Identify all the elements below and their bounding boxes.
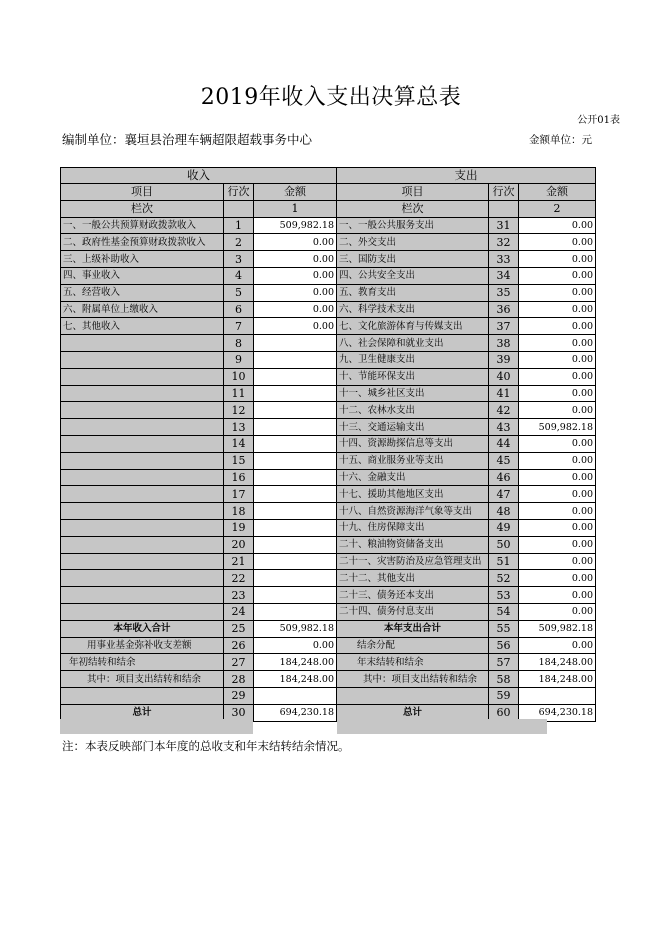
table-row bbox=[61, 419, 596, 436]
form-number: 公开01表 bbox=[577, 115, 620, 126]
income-amount: 0.00 bbox=[254, 267, 337, 284]
expense-amount: 0.00 bbox=[519, 486, 596, 503]
carryover-row bbox=[61, 654, 596, 671]
expense-amount: 0.00 bbox=[519, 251, 596, 268]
expense-item: 八、社会保障和就业支出 bbox=[337, 335, 489, 352]
expense-line: 49 bbox=[489, 519, 519, 536]
income-total-label: 本年收入合计 bbox=[61, 620, 224, 637]
table-row bbox=[61, 587, 596, 604]
expense-line: 40 bbox=[489, 368, 519, 385]
section-header-row bbox=[61, 168, 596, 184]
income-line: 2 bbox=[224, 234, 254, 251]
income-line: 3 bbox=[224, 251, 254, 268]
expense-line: 36 bbox=[489, 301, 519, 318]
expense-amount-header: 金额 bbox=[519, 184, 596, 201]
income-line: 22 bbox=[224, 570, 254, 587]
income-item bbox=[61, 351, 224, 368]
expense-amount: 0.00 bbox=[519, 385, 596, 402]
income-line: 13 bbox=[224, 419, 254, 436]
income-line: 12 bbox=[224, 402, 254, 419]
end-carryover-amount: 184,248.00 bbox=[519, 654, 596, 671]
table-row bbox=[61, 217, 596, 234]
blank-income-line: 29 bbox=[224, 687, 254, 704]
income-line: 4 bbox=[224, 267, 254, 284]
expense-item: 二十二、其他支出 bbox=[337, 570, 489, 587]
income-item: 一、一般公共预算财政拨款收入 bbox=[61, 217, 224, 234]
expense-line: 42 bbox=[489, 402, 519, 419]
blank-row bbox=[61, 687, 596, 704]
table-row bbox=[61, 435, 596, 452]
begin-carryover-line: 27 bbox=[224, 654, 254, 671]
expense-item: 十七、援助其他地区支出 bbox=[337, 486, 489, 503]
income-item bbox=[61, 452, 224, 469]
blank-income-amount bbox=[254, 687, 337, 704]
income-amount: 0.00 bbox=[254, 251, 337, 268]
expense-item: 三、国防支出 bbox=[337, 251, 489, 268]
income-amount bbox=[254, 368, 337, 385]
expense-line: 39 bbox=[489, 351, 519, 368]
expense-line: 32 bbox=[489, 234, 519, 251]
income-amount: 0.00 bbox=[254, 234, 337, 251]
expense-amount: 0.00 bbox=[519, 536, 596, 553]
expense-line: 48 bbox=[489, 503, 519, 520]
grand-income-line: 30 bbox=[224, 704, 254, 721]
income-amount bbox=[254, 385, 337, 402]
expense-total-amount: 509,982.18 bbox=[519, 620, 596, 637]
table-row bbox=[61, 368, 596, 385]
income-amount bbox=[254, 351, 337, 368]
income-total-line: 25 bbox=[224, 620, 254, 637]
expense-item: 五、教育支出 bbox=[337, 284, 489, 301]
expense-amount: 0.00 bbox=[519, 234, 596, 251]
end-carryover-label: 年末结转和结余 bbox=[337, 654, 489, 671]
expense-amount: 0.00 bbox=[519, 335, 596, 352]
income-amount bbox=[254, 519, 337, 536]
income-item bbox=[61, 603, 224, 620]
income-amount: 0.00 bbox=[254, 284, 337, 301]
expense-amount: 0.00 bbox=[519, 452, 596, 469]
expense-item: 二十三、债务还本支出 bbox=[337, 587, 489, 604]
income-line: 18 bbox=[224, 503, 254, 520]
income-line: 21 bbox=[224, 553, 254, 570]
expense-amount: 0.00 bbox=[519, 553, 596, 570]
surplus-distribution-amount: 0.00 bbox=[519, 637, 596, 654]
grand-income-label: 总计 bbox=[61, 704, 224, 721]
expense-line: 53 bbox=[489, 587, 519, 604]
reporting-unit: 编制单位：襄垣县治理车辆超限超载事务中心 bbox=[62, 132, 313, 147]
income-item: 六、附属单位上缴收入 bbox=[61, 301, 224, 318]
end-project-carryover-amount: 184,248.00 bbox=[519, 671, 596, 688]
income-item bbox=[61, 503, 224, 520]
expense-line-header: 行次 bbox=[489, 184, 519, 201]
income-item bbox=[61, 385, 224, 402]
income-item bbox=[61, 368, 224, 385]
income-line: 23 bbox=[224, 587, 254, 604]
table-row bbox=[61, 335, 596, 352]
expense-item: 十、节能环保支出 bbox=[337, 368, 489, 385]
fund-gap-line: 26 bbox=[224, 637, 254, 654]
footer-shade-left bbox=[60, 719, 253, 734]
expense-item: 十六、金融支出 bbox=[337, 469, 489, 486]
blank-expense-amount bbox=[519, 687, 596, 704]
page-title: 2019年收入支出决算总表 bbox=[200, 85, 462, 110]
expense-amount: 0.00 bbox=[519, 368, 596, 385]
income-item bbox=[61, 570, 224, 587]
income-amount bbox=[254, 486, 337, 503]
expense-total-label: 本年支出合计 bbox=[337, 620, 489, 637]
income-amount bbox=[254, 553, 337, 570]
income-amount bbox=[254, 587, 337, 604]
begin-project-carryover-label: 其中：项目支出结转和结余 bbox=[61, 671, 224, 688]
expense-line: 51 bbox=[489, 553, 519, 570]
income-amount bbox=[254, 536, 337, 553]
expense-item: 二、外交支出 bbox=[337, 234, 489, 251]
end-project-carryover-label: 其中：项目支出结转和结余 bbox=[337, 671, 489, 688]
income-amount bbox=[254, 402, 337, 419]
begin-carryover-label: 年初结转和结余 bbox=[61, 654, 224, 671]
table-row bbox=[61, 469, 596, 486]
income-item: 四、事业收入 bbox=[61, 267, 224, 284]
income-col-label: 栏次 bbox=[61, 200, 224, 217]
grand-expense-label: 总计 bbox=[337, 704, 489, 721]
expense-item: 二十四、债务付息支出 bbox=[337, 603, 489, 620]
grand-expense-line: 60 bbox=[489, 704, 519, 721]
expense-amount: 509,982.18 bbox=[519, 419, 596, 436]
expense-amount: 0.00 bbox=[519, 318, 596, 335]
table-row bbox=[61, 603, 596, 620]
income-line: 8 bbox=[224, 335, 254, 352]
income-amount: 0.00 bbox=[254, 301, 337, 318]
expense-amount: 0.00 bbox=[519, 402, 596, 419]
income-item bbox=[61, 553, 224, 570]
income-line-blank bbox=[224, 200, 254, 217]
expense-item: 七、文化旅游体育与传媒支出 bbox=[337, 318, 489, 335]
table-row bbox=[61, 351, 596, 368]
expense-line: 44 bbox=[489, 435, 519, 452]
expense-line: 54 bbox=[489, 603, 519, 620]
fund-gap-amount: 0.00 bbox=[254, 637, 337, 654]
income-line: 5 bbox=[224, 284, 254, 301]
expense-item-header: 项目 bbox=[337, 184, 489, 201]
income-line: 7 bbox=[224, 318, 254, 335]
expense-item: 十一、城乡社区支出 bbox=[337, 385, 489, 402]
income-line: 19 bbox=[224, 519, 254, 536]
expense-total-line: 55 bbox=[489, 620, 519, 637]
income-amount: 509,982.18 bbox=[254, 217, 337, 234]
income-amount bbox=[254, 570, 337, 587]
income-amount bbox=[254, 419, 337, 436]
expense-amount: 0.00 bbox=[519, 301, 596, 318]
expense-amount: 0.00 bbox=[519, 217, 596, 234]
table-row bbox=[61, 284, 596, 301]
table-row bbox=[61, 234, 596, 251]
income-total-row bbox=[61, 620, 596, 637]
expense-line: 31 bbox=[489, 217, 519, 234]
surplus-distribution-label: 结余分配 bbox=[337, 637, 489, 654]
expense-line: 46 bbox=[489, 469, 519, 486]
begin-carryover-amount: 184,248.00 bbox=[254, 654, 337, 671]
expense-line: 50 bbox=[489, 536, 519, 553]
income-amount bbox=[254, 435, 337, 452]
income-item bbox=[61, 419, 224, 436]
income-line: 11 bbox=[224, 385, 254, 402]
table-row bbox=[61, 385, 596, 402]
grand-expense-amount: 694,230.18 bbox=[519, 704, 596, 721]
expense-amount: 0.00 bbox=[519, 469, 596, 486]
expense-line: 45 bbox=[489, 452, 519, 469]
expense-amount: 0.00 bbox=[519, 570, 596, 587]
income-item: 三、上级补助收入 bbox=[61, 251, 224, 268]
expense-amount: 0.00 bbox=[519, 351, 596, 368]
income-item bbox=[61, 486, 224, 503]
blank-expense-item bbox=[337, 687, 489, 704]
income-line: 17 bbox=[224, 486, 254, 503]
blank-expense-line: 59 bbox=[489, 687, 519, 704]
begin-project-carryover-line: 28 bbox=[224, 671, 254, 688]
income-line: 24 bbox=[224, 603, 254, 620]
expense-col-number: 2 bbox=[519, 200, 596, 217]
footer-shade-right bbox=[337, 719, 547, 734]
income-amount-header: 金额 bbox=[254, 184, 337, 201]
income-line: 20 bbox=[224, 536, 254, 553]
expense-col-label: 栏次 bbox=[337, 200, 489, 217]
blank-income-item bbox=[61, 687, 224, 704]
table-row bbox=[61, 301, 596, 318]
income-item bbox=[61, 469, 224, 486]
expense-line: 37 bbox=[489, 318, 519, 335]
income-amount: 0.00 bbox=[254, 318, 337, 335]
income-amount bbox=[254, 503, 337, 520]
column-header-row bbox=[61, 184, 596, 201]
income-item bbox=[61, 402, 224, 419]
table-row bbox=[61, 570, 596, 587]
income-amount bbox=[254, 469, 337, 486]
table-row bbox=[61, 536, 596, 553]
expense-item: 六、科学技术支出 bbox=[337, 301, 489, 318]
expense-line: 38 bbox=[489, 335, 519, 352]
expense-amount: 0.00 bbox=[519, 503, 596, 520]
income-amount bbox=[254, 335, 337, 352]
income-item bbox=[61, 335, 224, 352]
grand-income-amount: 694,230.18 bbox=[254, 704, 337, 721]
expense-amount: 0.00 bbox=[519, 267, 596, 284]
income-item-header: 项目 bbox=[61, 184, 224, 201]
income-line-header: 行次 bbox=[224, 184, 254, 201]
expense-item: 十二、农林水支出 bbox=[337, 402, 489, 419]
fund-gap-label: 用事业基金弥补收支差额 bbox=[61, 637, 224, 654]
table-row bbox=[61, 318, 596, 335]
income-item: 五、经营收入 bbox=[61, 284, 224, 301]
expense-amount: 0.00 bbox=[519, 603, 596, 620]
income-item bbox=[61, 587, 224, 604]
begin-project-carryover-amount: 184,248.00 bbox=[254, 671, 337, 688]
income-line: 16 bbox=[224, 469, 254, 486]
income-item bbox=[61, 435, 224, 452]
expense-item: 十八、自然资源海洋气象等支出 bbox=[337, 503, 489, 520]
end-carryover-line: 57 bbox=[489, 654, 519, 671]
income-line: 10 bbox=[224, 368, 254, 385]
table-row bbox=[61, 553, 596, 570]
income-col-number: 1 bbox=[254, 200, 337, 217]
income-line: 9 bbox=[224, 351, 254, 368]
column-index-row bbox=[61, 200, 596, 217]
expense-item: 十五、商业服务业等支出 bbox=[337, 452, 489, 469]
income-item: 二、政府性基金预算财政拨款收入 bbox=[61, 234, 224, 251]
table-row bbox=[61, 486, 596, 503]
table-row bbox=[61, 452, 596, 469]
expense-line: 35 bbox=[489, 284, 519, 301]
end-project-carryover-line: 58 bbox=[489, 671, 519, 688]
table-row bbox=[61, 402, 596, 419]
expense-item: 四、公共安全支出 bbox=[337, 267, 489, 284]
expense-item: 二十一、灾害防治及应急管理支出 bbox=[337, 553, 489, 570]
currency-unit: 金额单位：元 bbox=[529, 134, 592, 146]
income-line: 15 bbox=[224, 452, 254, 469]
expense-item: 十九、住房保障支出 bbox=[337, 519, 489, 536]
expense-line: 47 bbox=[489, 486, 519, 503]
expense-line: 33 bbox=[489, 251, 519, 268]
table-row bbox=[61, 503, 596, 520]
income-line: 1 bbox=[224, 217, 254, 234]
expense-item: 二十、粮油物资储备支出 bbox=[337, 536, 489, 553]
income-line: 6 bbox=[224, 301, 254, 318]
income-item bbox=[61, 536, 224, 553]
surplus-distribution-line: 56 bbox=[489, 637, 519, 654]
expense-line-blank bbox=[489, 200, 519, 217]
expense-item: 一、一般公共服务支出 bbox=[337, 217, 489, 234]
expense-amount: 0.00 bbox=[519, 519, 596, 536]
budget-table bbox=[60, 167, 596, 722]
income-amount bbox=[254, 603, 337, 620]
income-line: 14 bbox=[224, 435, 254, 452]
expense-item: 十四、资源勘探信息等支出 bbox=[337, 435, 489, 452]
income-amount bbox=[254, 452, 337, 469]
income-item: 七、其他收入 bbox=[61, 318, 224, 335]
table-row bbox=[61, 519, 596, 536]
expense-item: 九、卫生健康支出 bbox=[337, 351, 489, 368]
footnote: 注：本表反映部门本年度的总收支和年末结转结余情况。 bbox=[62, 739, 350, 753]
expense-line: 41 bbox=[489, 385, 519, 402]
income-total-amount: 509,982.18 bbox=[254, 620, 337, 637]
expense-item: 十三、交通运输支出 bbox=[337, 419, 489, 436]
expense-line: 43 bbox=[489, 419, 519, 436]
income-section-header: 收入 bbox=[61, 168, 337, 184]
income-item bbox=[61, 519, 224, 536]
expense-amount: 0.00 bbox=[519, 587, 596, 604]
expense-amount: 0.00 bbox=[519, 284, 596, 301]
table-row bbox=[61, 251, 596, 268]
project-carryover-row bbox=[61, 671, 596, 688]
expense-line: 52 bbox=[489, 570, 519, 587]
table-row bbox=[61, 267, 596, 284]
expense-section-header: 支出 bbox=[337, 168, 596, 184]
fund-gap-row bbox=[61, 637, 596, 654]
expense-line: 34 bbox=[489, 267, 519, 284]
expense-amount: 0.00 bbox=[519, 435, 596, 452]
